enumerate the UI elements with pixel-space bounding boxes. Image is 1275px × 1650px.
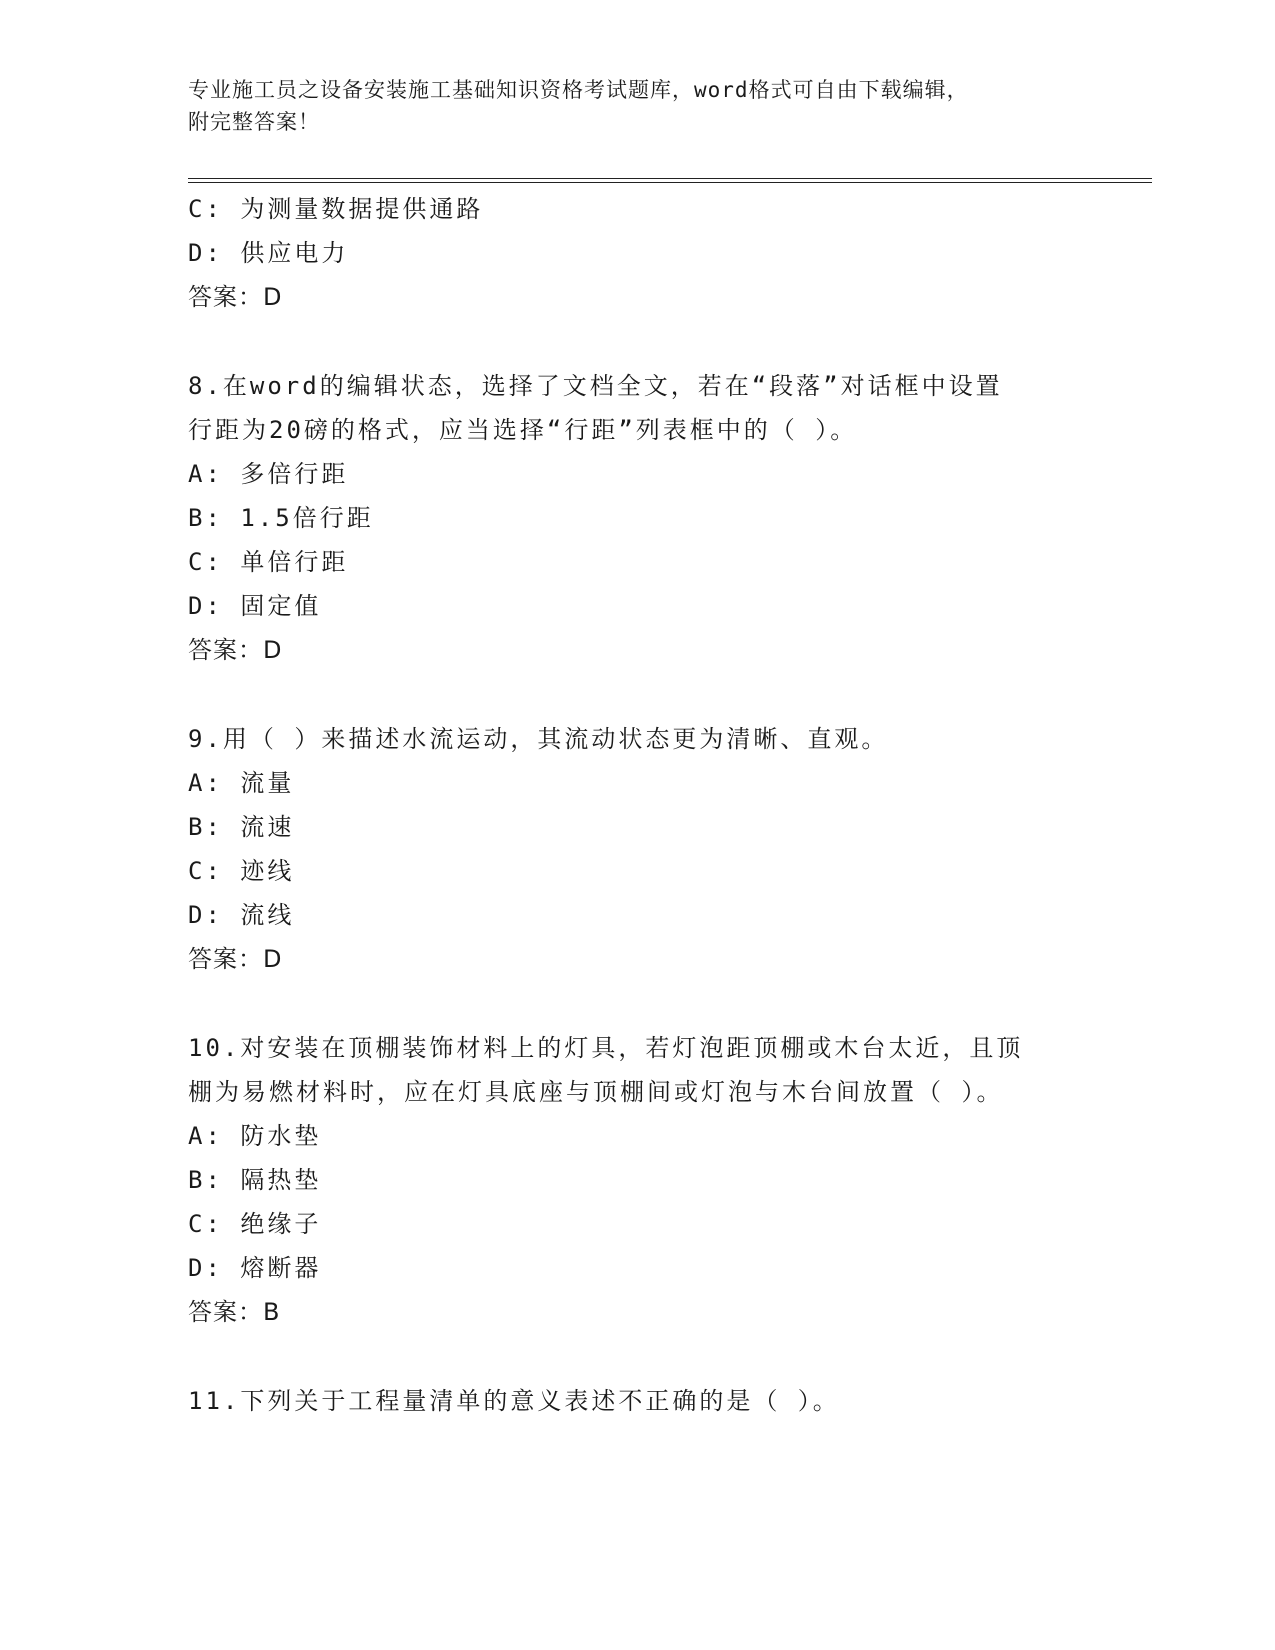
q10-option-a: A: 防水垫 (188, 1122, 322, 1150)
q8-stem-line-1: 8.在word的编辑状态，选择了文档全文，若在“段落”对话框中设置 (188, 372, 1003, 400)
q8-option-b: B: 1.5倍行距 (188, 504, 374, 532)
header-rule-top (188, 178, 1152, 179)
q9-answer: 答案：D (188, 945, 283, 973)
prev-answer: 答案：D (188, 283, 283, 311)
q10-answer: 答案：B (188, 1298, 281, 1326)
q8-stem-line-2: 行距为20磅的格式，应当选择“行距”列表框中的（ ）。 (188, 416, 858, 444)
header-rule-bottom (188, 182, 1152, 183)
header-line-1: 专业施工员之设备安装施工基础知识资格考试题库，word格式可自由下载编辑， (188, 78, 969, 102)
q9-option-b: B: 流速 (188, 813, 295, 841)
prev-option-d: D: 供应电力 (188, 239, 349, 267)
q10-option-d: D: 熔断器 (188, 1254, 322, 1282)
q9-option-d: D: 流线 (188, 901, 295, 929)
q11-stem-line-1: 11.下列关于工程量清单的意义表述不正确的是（ ）。 (188, 1387, 840, 1415)
prev-option-c: C: 为测量数据提供通路 (188, 195, 484, 223)
q10-stem-line-2: 棚为易燃材料时，应在灯具底座与顶棚间或灯泡与木台间放置（ ）。 (188, 1078, 1004, 1106)
q8-option-a: A: 多倍行距 (188, 460, 349, 488)
q9-option-c: C: 迹线 (188, 857, 295, 885)
q8-option-c: C: 单倍行距 (188, 548, 349, 576)
q10-stem-line-1: 10.对安装在顶棚装饰材料上的灯具，若灯泡距顶棚或木台太近，且顶 (188, 1034, 1024, 1062)
q8-option-d: D: 固定值 (188, 592, 322, 620)
q10-option-b: B: 隔热垫 (188, 1166, 322, 1194)
document-header (188, 74, 1068, 138)
header-line-2: 附完整答案！ (188, 110, 320, 134)
q9-stem-line-1: 9.用（ ）来描述水流运动，其流动状态更为清晰、直观。 (188, 725, 889, 753)
q8-answer: 答案：D (188, 636, 283, 664)
q10-option-c: C: 绝缘子 (188, 1210, 322, 1238)
q9-option-a: A: 流量 (188, 769, 295, 797)
